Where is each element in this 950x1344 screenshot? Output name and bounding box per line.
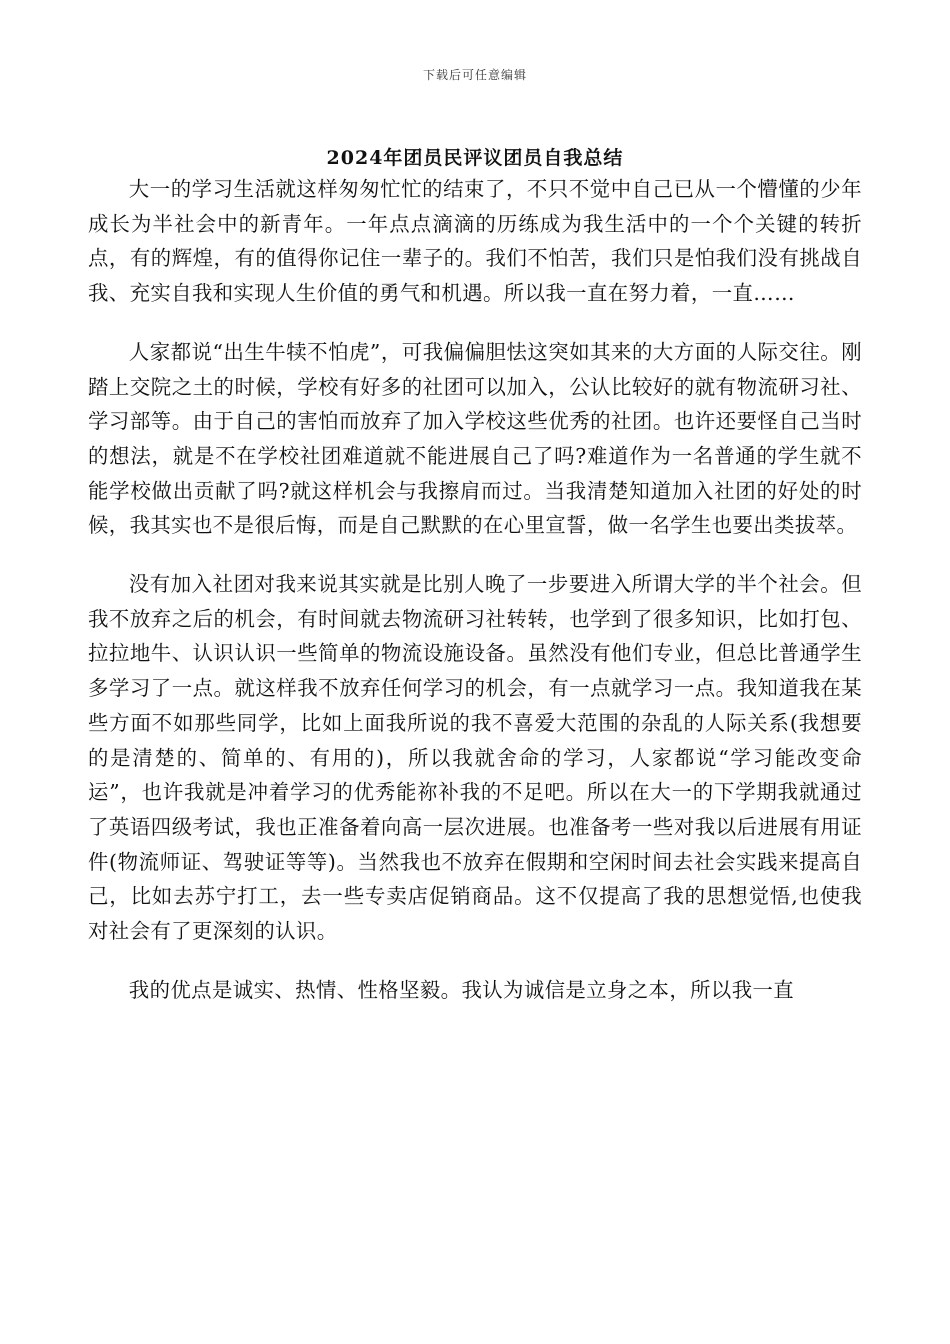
- paragraph-4: 我的优点是诚实、热情、性格坚毅。我认为诚信是立身之本，所以我一直: [128, 977, 795, 1002]
- paragraph-2: 人家都说“出生牛犊不怕虎”，可我偏偏胆怯这突如其来的大方面的人际交往。刚踏上交院之土的时候，学校有好多的社团可以加入，公认比较好的就有物流研习社、学习部等。由于自己的害怕而放弃了加入学校这些优秀的社团。也许还要怪自己当时的想法，就是不在学校社团难道就不能进展自己了吗?难道作为一名普通的学生就不能学校做出贡献了吗?就这样机会与我擦肩而过。当我清楚知道加入社团的好处的时候，我其实也不是很后悔，而是自己默默的在心里宣誓，做一名学生也要出类拔萃。: [88, 339, 862, 538]
- header-note: 下载后可任意编辑: [422, 68, 527, 82]
- paragraph-1: 大一的学习生活就这样匆匆忙忙的结束了，不只不觉中自己已从一个懵懂的少年成长为半社会中的新青年。一年点点滴滴的历练成为我生活中的一个个关键的转折点，有的辉煌，有的值得你记住一辈子的。我们不怕苦，我们只是怕我们没有挑战自我、充实自我和实现人生价值的勇气和机遇。所以我一直在努力着，一直……: [88, 177, 862, 306]
- document-body: [88, 172, 862, 1007]
- document-title: 2024年团员民评议团员自我总结: [326, 147, 624, 169]
- paragraph-3: 没有加入社团对我来说其实就是比别人晚了一步要进入所谓大学的半个社会。但我不放弃之后的机会，有时间就去物流研习社转转，也学到了很多知识，比如打包、拉拉地牛、认识认识一些简单的物流设施设备。虽然没有他们专业，但总比普通学生多学习了一点。就这样我不放弃任何学习的机会，有一点就学习一点。我知道我在某些方面不如那些同学，比如上面我所说的我不喜爱大范围的杂乱的人际关系(我想要的是清楚的、简单的、有用的)，所以我就舍命的学习，人家都说“学习能改变命运”，也许我就是冲着学习的优秀能祢补我的不足吧。所以在大一的下学期我就通过了英语四级考试，我也正准备着向高一层次进展。也准备考一些对我以后进展有用证件(物流师证、驾驶证等等)。当然我也不放弃在假期和空闲时间去社会实践来提高自己，比如去苏宁打工，去一些专卖店促销商品。这不仅提高了我的思想觉悟,也使我对社会有了更深刻的认识。: [88, 572, 862, 944]
